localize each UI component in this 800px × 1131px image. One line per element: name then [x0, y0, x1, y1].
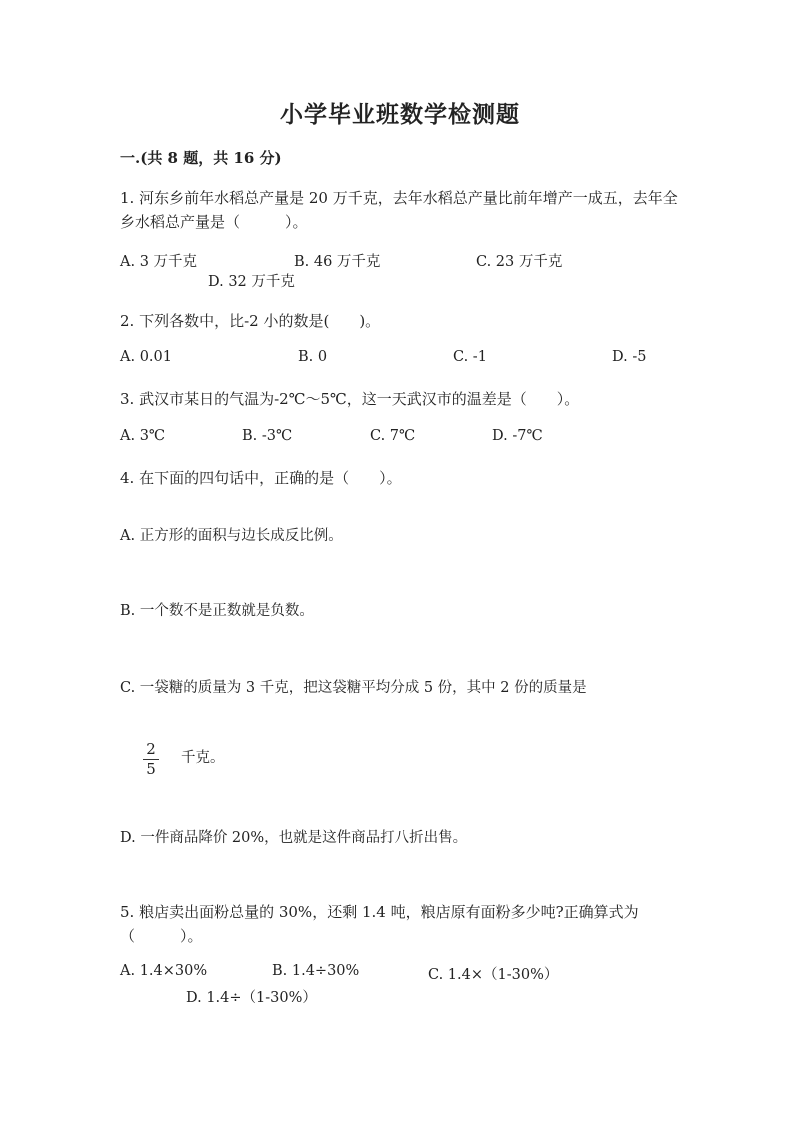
- question-3-option-a[interactable]: A. 3℃: [120, 428, 166, 444]
- question-1-option-c[interactable]: C. 23 万千克: [476, 254, 563, 270]
- fraction-two-fifths: [143, 742, 159, 777]
- section-heading: 一.(共 8 题，共 16 分): [120, 149, 282, 167]
- question-4-option-b[interactable]: B. 一个数不是正数就是负数。: [120, 603, 314, 619]
- question-4-option-a[interactable]: A. 正方形的面积与边长成反比例。: [120, 528, 343, 544]
- question-2-option-d[interactable]: D. -5: [612, 349, 647, 365]
- fraction-numerator: 2: [146, 740, 156, 758]
- question-3-option-c[interactable]: C. 7℃: [370, 428, 416, 444]
- question-2-text: 2. 下列各数中，比-2 小的数是( )。: [120, 312, 381, 330]
- question-2-option-a[interactable]: A. 0.01: [120, 349, 172, 365]
- question-3-option-d[interactable]: D. -7℃: [492, 428, 543, 444]
- page-title: 小学毕业班数学检测题: [280, 101, 520, 128]
- question-4-text: 4. 在下面的四句话中，正确的是（ ）。: [120, 469, 402, 487]
- question-2-option-b[interactable]: B. 0: [298, 349, 328, 365]
- question-1-option-a[interactable]: A. 3 万千克: [120, 254, 198, 270]
- question-5-option-b[interactable]: B. 1.4÷30%: [272, 963, 360, 979]
- question-3-option-b[interactable]: B. -3℃: [242, 428, 293, 444]
- question-4-option-c[interactable]: C. 一袋糖的质量为 3 千克，把这袋糖平均分成 5 份，其中 2 份的质量是: [120, 680, 587, 696]
- question-1-option-b[interactable]: B. 46 万千克: [294, 254, 381, 270]
- question-5-text: 5. 粮店卖出面粉总量的 30%，还剩 1.4 吨，粮店原有面粉多少吨?正确算式为（ ）。: [120, 903, 639, 945]
- fraction-unit-text: 千克。: [181, 750, 225, 766]
- fraction-denominator: 5: [146, 760, 156, 778]
- question-4-option-d[interactable]: D. 一件商品降价 20%，也就是这件商品打八折出售。: [120, 830, 468, 846]
- question-5-option-c[interactable]: C. 1.4×（1-30%）: [428, 967, 559, 983]
- question-1-option-d[interactable]: D. 32 万千克: [208, 274, 295, 290]
- question-3-text: 3. 武汉市某日的气温为-2℃～5℃，这一天武汉市的温差是（ ）。: [120, 390, 580, 408]
- question-5-option-d[interactable]: D. 1.4÷（1-30%）: [186, 990, 317, 1006]
- question-5-option-a[interactable]: A. 1.4×30%: [120, 963, 208, 979]
- question-2-option-c[interactable]: C. -1: [453, 349, 487, 365]
- question-1-text: 1. 河东乡前年水稻总产量是 20 万千克，去年水稻总产量比前年增产一成五，去年全乡水稻总产量是（ ）。: [120, 189, 678, 231]
